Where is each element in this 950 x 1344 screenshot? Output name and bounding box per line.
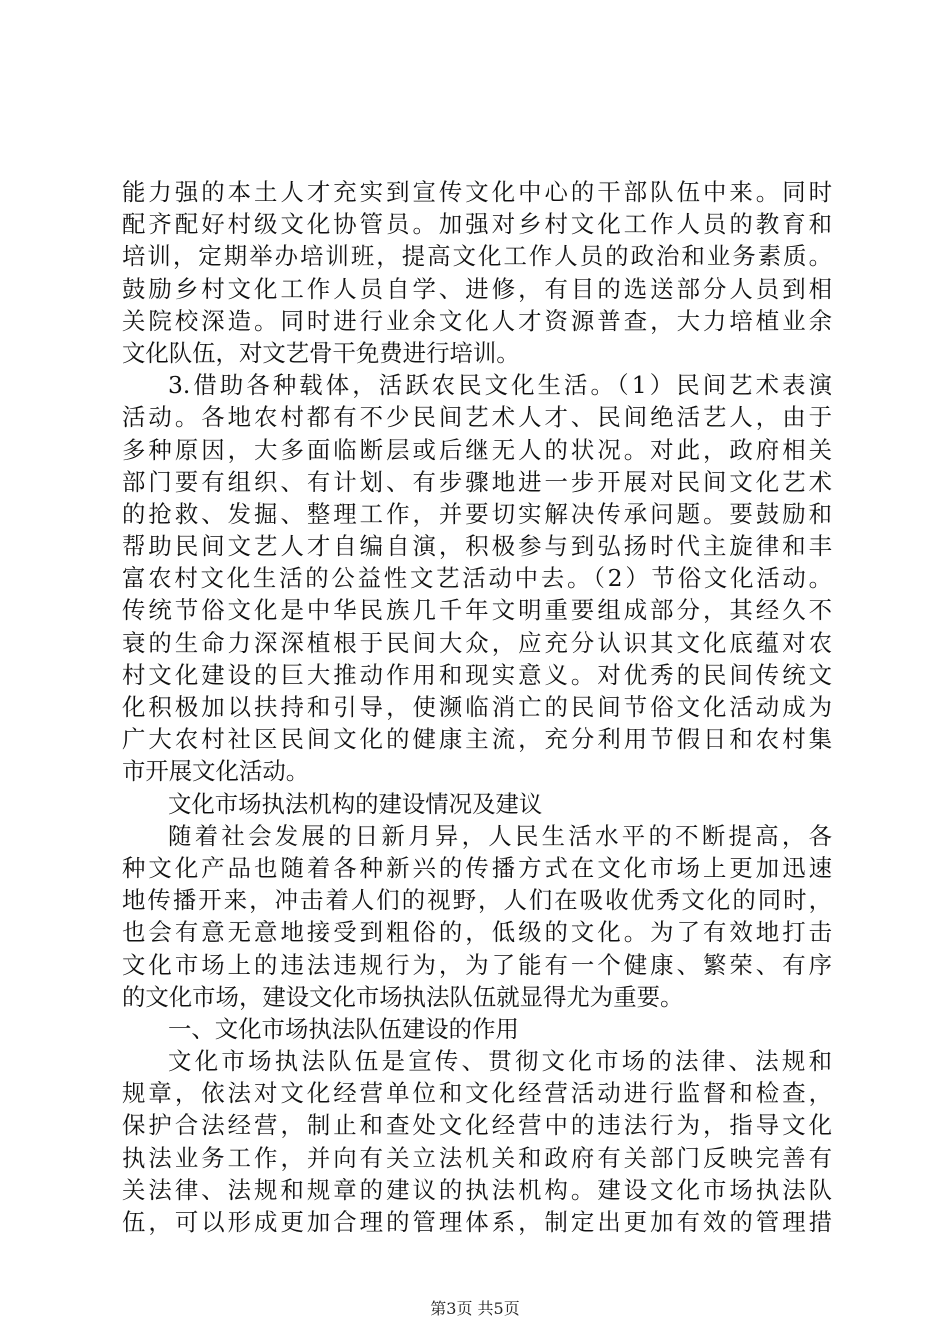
- text-line: 广大农村社区民间文化的健康主流，充分利用节假日和农村集: [122, 725, 832, 754]
- text-line: 种文化产品也随着各种新兴的传播方式在文化市场上更加迅速: [122, 853, 832, 882]
- text-line: 文化市场上的违法违规行为，为了能有一个健康、繁荣、有序: [122, 950, 832, 979]
- text-line: 也会有意无意地接受到粗俗的，低级的文化。为了有效地打击: [122, 918, 832, 947]
- text-line: 帮助民间文艺人才自编自演，积极参与到弘扬时代主旋律和丰: [122, 532, 832, 561]
- text-line: 文化市场执法队伍是宣传、贯彻文化市场的法律、法规和: [168, 1047, 832, 1076]
- section-heading: 文化市场执法机构的建设情况及建议: [168, 789, 543, 818]
- text-line: 富农村文化生活的公益性文艺活动中去。（2）节俗文化活动。: [122, 564, 832, 593]
- text-line: 的抢救、发掘、整理工作，并要切实解决传承问题。要鼓励和: [122, 499, 832, 528]
- text-line: 村文化建设的巨大推动作用和现实意义。对优秀的民间传统文: [122, 660, 832, 689]
- text-line: 地传播开来，冲击着人们的视野，人们在吸收优秀文化的同时，: [122, 886, 832, 915]
- text-line: 伍，可以形成更加合理的管理体系，制定出更加有效的管理措: [122, 1208, 832, 1236]
- text-line: 规章，依法对文化经营单位和文化经营活动进行监督和检查，: [122, 1079, 832, 1108]
- text-line: 能力强的本土人才充实到宣传文化中心的干部队伍中来。同时: [122, 178, 832, 206]
- text-line: 培训，定期举办培训班，提高文化工作人员的政治和业务素质。: [122, 242, 832, 271]
- text-line: 配齐配好村级文化协管员。加强对乡村文化工作人员的教育和: [122, 210, 832, 239]
- text-line: 多种原因，大多面临断层或后继无人的状况。对此，政府相关: [122, 435, 832, 464]
- section-heading: 一、文化市场执法队伍建设的作用: [168, 1014, 519, 1043]
- text-line: 衰的生命力深深植根于民间大众，应充分认识其文化底蕴对农: [122, 628, 832, 657]
- text-line: 关院校深造。同时进行业余文化人才资源普查，大力培植业余: [122, 306, 832, 335]
- text-line: 随着社会发展的日新月异，人民生活水平的不断提高，各: [168, 821, 832, 850]
- document-body: [122, 176, 832, 1238]
- text-line: 执法业务工作，并向有关立法机关和政府有关部门反映完善有: [122, 1143, 832, 1172]
- page-footer: 第3页 共5页: [430, 1299, 520, 1318]
- text-line: 保护合法经营，制止和查处文化经营中的违法行为，指导文化: [122, 1111, 832, 1140]
- text-line: 化积极加以扶持和引导，使濒临消亡的民间节俗文化活动成为: [122, 693, 832, 721]
- text-line: 3.借助各种载体，活跃农民文化生活。（1）民间艺术表演: [168, 371, 832, 400]
- text-line: 市开展文化活动。: [122, 757, 310, 786]
- text-line: 活动。各地农村都有不少民间艺术人才、民间绝活艺人，由于: [122, 403, 832, 432]
- text-line: 的文化市场，建设文化市场执法队伍就显得尤为重要。: [122, 982, 684, 1011]
- text-line: 鼓励乡村文化工作人员自学、进修，有目的选送部分人员到相: [122, 274, 832, 303]
- text-line: 关法律、法规和规章的建议的执法机构。建设文化市场执法队: [122, 1175, 832, 1204]
- text-line: 部门要有组织、有计划、有步骤地进一步开展对民间文化艺术: [122, 467, 832, 496]
- text-line: 传统节俗文化是中华民族几千年文明重要组成部分，其经久不: [122, 596, 832, 625]
- text-line: 文化队伍，对文艺骨干免费进行培训。: [122, 338, 520, 367]
